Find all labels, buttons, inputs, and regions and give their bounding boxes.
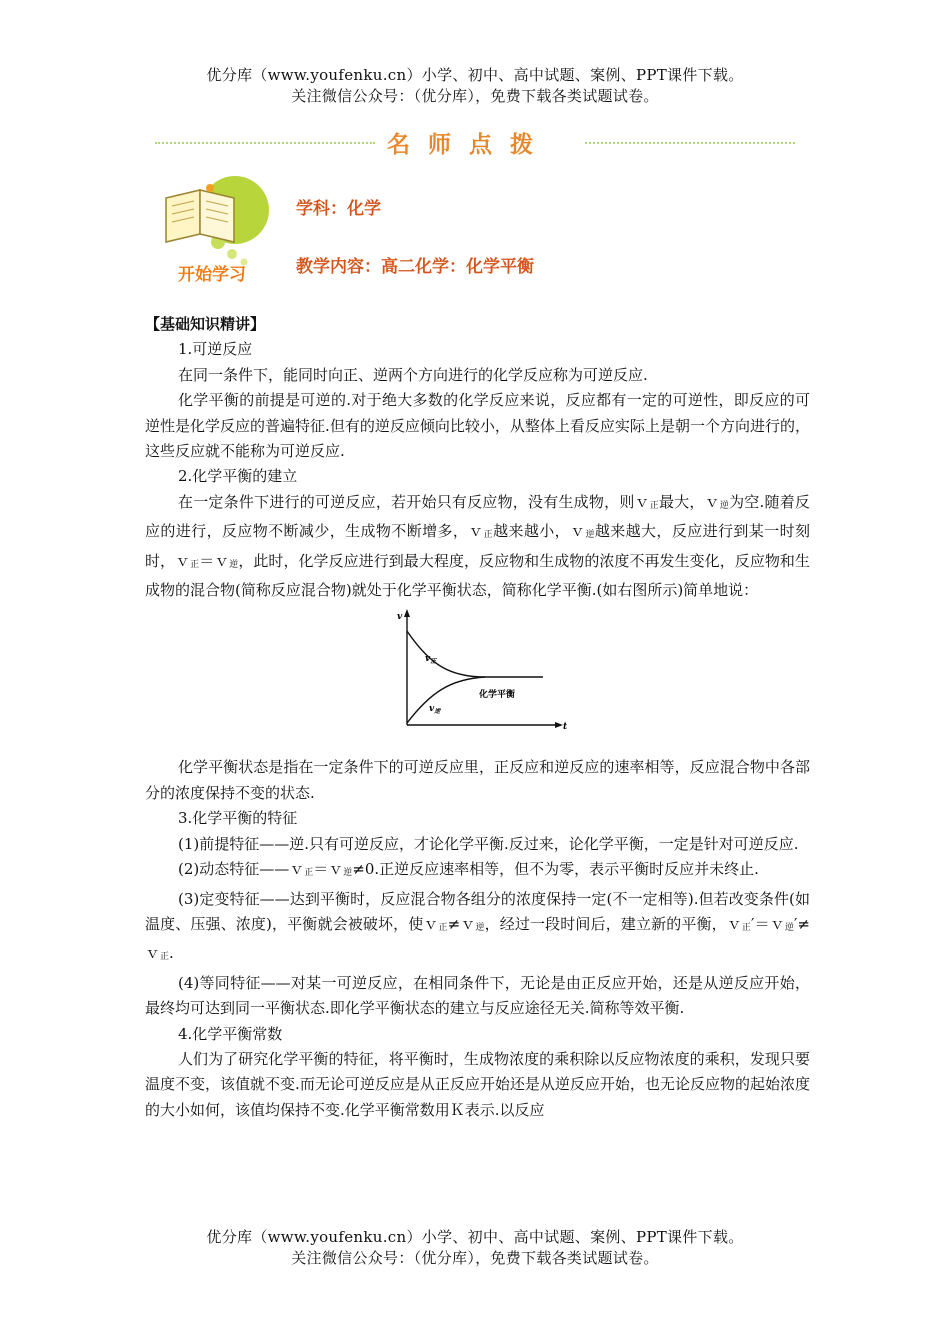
banner: [155, 124, 795, 164]
feature-2: (2)动态特征——ｖ$_正$＝ｖ$_逆$≠0.正逆反应速率相等，但不为零，表示平衡时反应并未终止.: [178, 860, 759, 879]
x-axis-label: t: [563, 722, 568, 733]
start-learning-logo: [160, 176, 280, 288]
banner-title: 名师点拨: [387, 132, 551, 158]
header-line-1: 优分库（www.youfenku.cn）小学、初中、高中试题、案例、PPT课件下载。: [206, 66, 744, 84]
paragraph: 化学平衡的前提是可逆的.对于绝大多数的化学反应来说，反应都有一定的可逆性，即反应的可逆性是化学反应的普遍特征.但有的逆反应倾向比较小，从整体上看反应实际上是朝一个方向进行的，这些反应就不能称为可逆反应.: [145, 391, 810, 461]
heading-reversible: 1.可逆反应: [178, 340, 253, 359]
paragraph: 在同一条件下，能同时向正、逆两个方向进行的化学反应称为可逆反应.: [178, 365, 648, 384]
reverse-rate-curve: [407, 677, 485, 723]
equilibrium-figure: [145, 605, 810, 735]
feature-3: (3)定变特征——达到平衡时，反应混合物各组分的浓度保持一定(不一定相等).但若改变条件(如温度、压强、浓度)，平衡就会被破坏，使ｖ$_正$≠ｖ$_逆$，经过一段时间后，建立新的平衡，ｖ$_正$′＝ｖ$_逆$′≠ｖ$_正$.: [145, 889, 810, 963]
feature-4: (4)等同特征——对某一可逆反应，在相同条件下，无论是由正反应开始，还是从逆反应开始，最终均可达到同一平衡状态.即化学平衡状态的建立与反应途径无关.简称等效平衡.: [145, 973, 810, 1018]
logo-text: 开始学习: [178, 265, 246, 285]
forward-label: $v_正$: [425, 654, 437, 666]
paragraph: 化学平衡状态是指在一定条件下的可逆反应里，正反应和逆反应的速率相等，反应混合物中各部分的浓度保持不变的状态.: [145, 758, 810, 802]
x-axis-arrow: [555, 722, 563, 728]
article-body: [145, 312, 810, 1123]
y-axis-arrow: [404, 609, 410, 617]
header-line-2: 关注微信公众号：（优分库），免费下载各类试题试卷。: [291, 87, 659, 105]
footer-line-1: 优分库（www.youfenku.cn）小学、初中、高中试题、案例、PPT课件下载。: [206, 1228, 744, 1246]
footer-line-2: 关注微信公众号：（优分库），免费下载各类试题试卷。: [291, 1249, 659, 1267]
feature-1: (1)前提特征——逆.只有可逆反应，才论化学平衡.反过来，论化学平衡，一定是针对可逆反应.: [178, 834, 799, 853]
paragraph: 人们为了研究化学平衡的特征，将平衡时，生成物浓度的乘积除以反应物浓度的乘积，发现只要温度不变，该值就不变.而无论可逆反应是从正反应开始还是从逆反应开始，也无论反应物的起始浓度的大小如何，该值均保持不变.化学平衡常数用Ｋ表示.以反应: [145, 1049, 810, 1119]
banner-left-divider: [155, 142, 375, 144]
equilibrium-label: 化学平衡: [479, 690, 516, 701]
y-axis-label: v: [397, 612, 403, 623]
section-title: 【基础知识精讲】: [145, 315, 266, 333]
banner-right-divider: [585, 142, 795, 144]
heading-constant: 4.化学平衡常数: [178, 1024, 283, 1043]
reverse-label: $v_逆$: [429, 704, 441, 716]
content-label: 教学内容：高二化学：化学平衡: [296, 257, 534, 277]
paragraph-establishment: 在一定条件下进行的可逆反应，若开始只有反应物，没有生成物，则ｖ$_正$最大，ｖ$_逆$为空.随着反应的进行，反应物不断减少，生成物不断增多，ｖ$_正$越来越小，ｖ$_逆$越来越大，反应进行到某一时刻时，ｖ$_正$＝ｖ$_逆$，此时，化学反应进行到最大程度，反应物和生成物的浓度不再发生变化，反应物和生成物的混合物(简称反应混合物)就处于化学平衡状态，简称化学平衡.(如右图所示)简单地说：: [145, 492, 810, 600]
heading-features: 3.化学平衡的特征: [178, 809, 298, 828]
subject-label: 学科：化学: [296, 199, 381, 219]
heading-establishment: 2.化学平衡的建立: [178, 467, 298, 486]
